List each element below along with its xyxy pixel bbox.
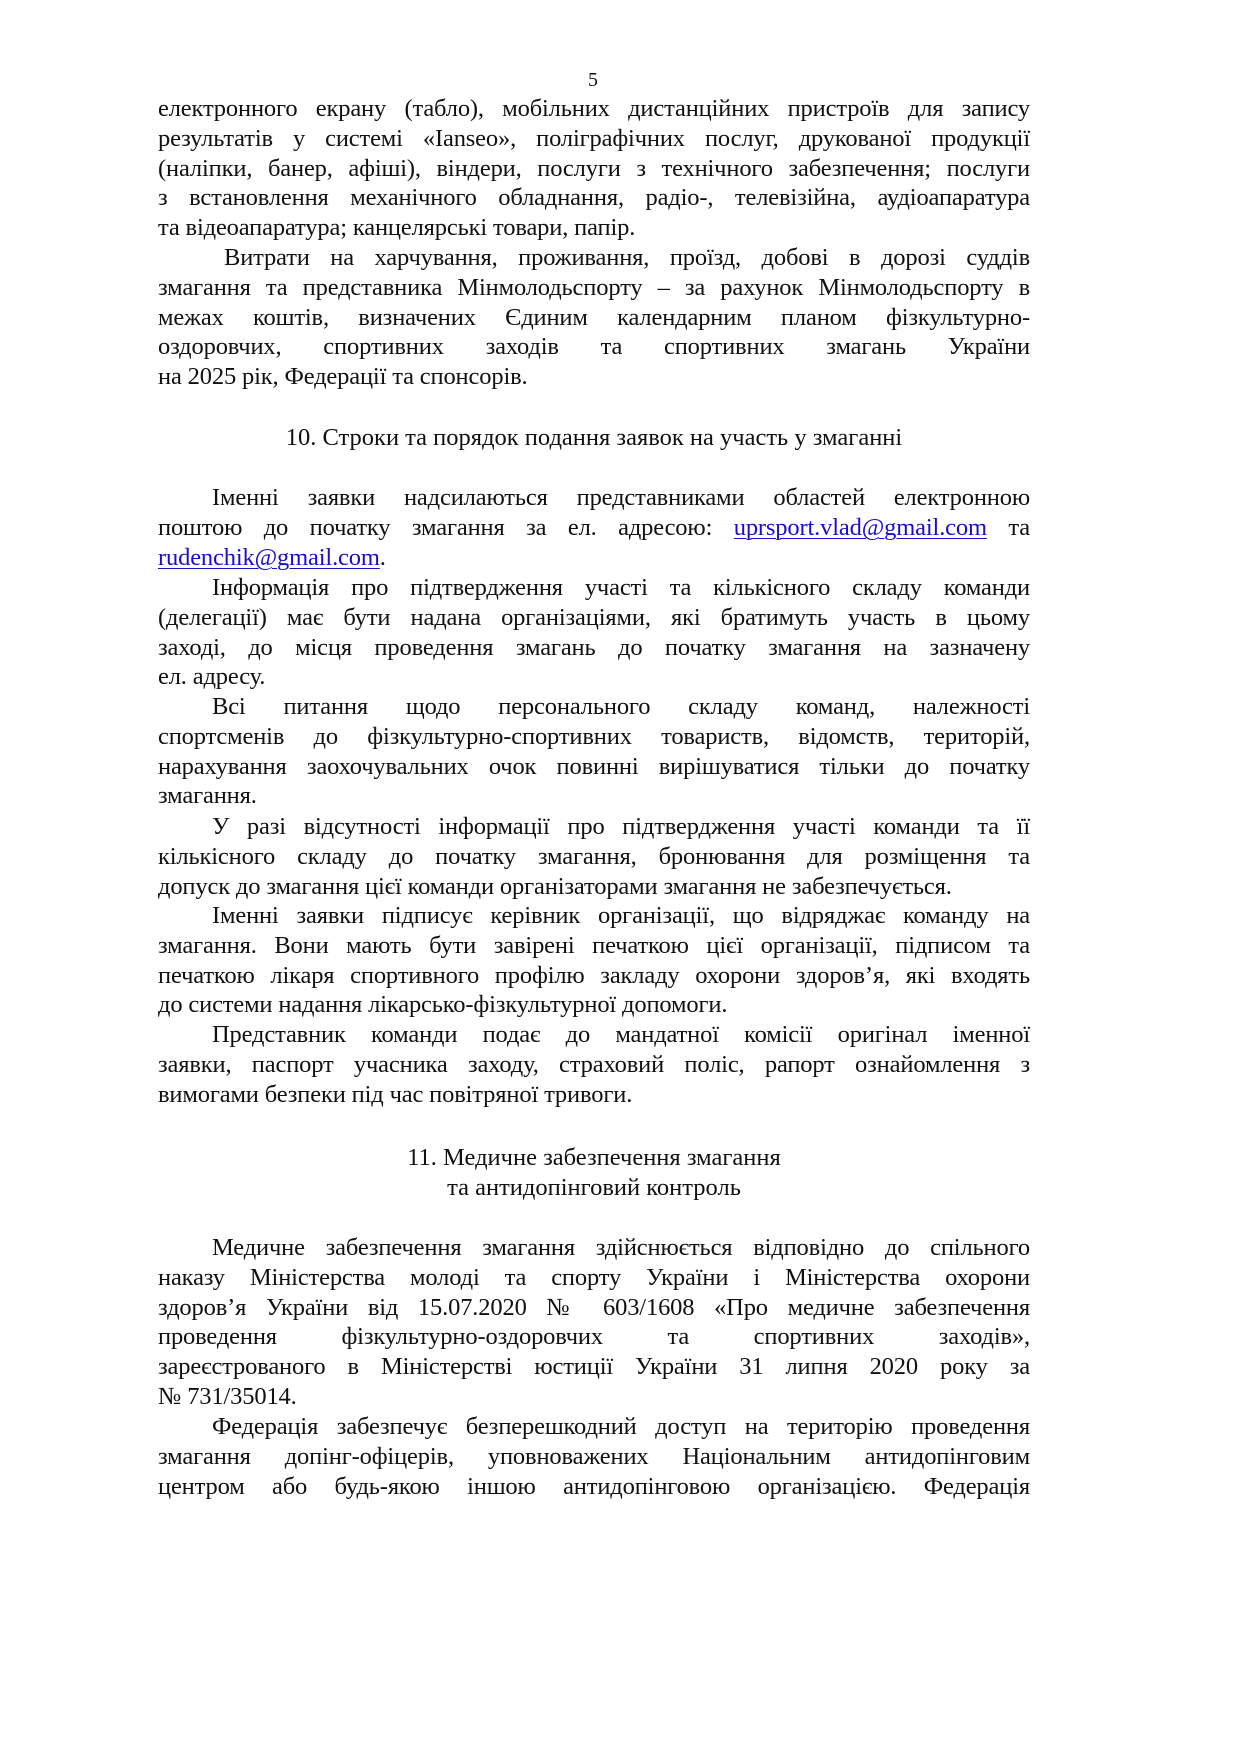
text-line: заході, до місця проведення змагань до початку змагання на зазначену [158, 633, 1030, 661]
text-line: Інформація про підтвердження участі та кількісного складу команди [212, 574, 1030, 601]
text-line-with-email [158, 513, 1030, 543]
section-10-heading-block [158, 423, 1030, 453]
section-11-paragraph-2 [158, 1412, 1030, 1501]
text-line: наказу Міністерства молоді та спорту України і Міністерства охорони [158, 1263, 1030, 1291]
text-line: Витрати на харчування, проживання, проїзд, добові в дорозі суддів [224, 244, 1030, 271]
text-line: до системи надання лікарсько-фізкультурної допомоги. [158, 991, 728, 1019]
section-11-heading-block [158, 1143, 1030, 1203]
text-line: № 731/35014. [158, 1382, 297, 1410]
text-line: допуск до змагання цієї команди організаторами змагання не забезпечується. [158, 872, 952, 900]
intro-paragraph-2 [158, 243, 1030, 392]
text-line: змагання. [158, 782, 257, 810]
text-line: та відеоапаратура; канцелярські товари, папір. [158, 214, 636, 242]
text-line: межах коштів, визначених Єдиним календарним планом фізкультурно- [158, 303, 1030, 331]
text-line: Представник команди подає до мандатної комісії оригінал іменної [212, 1021, 1030, 1048]
page-number: 5 [588, 69, 598, 91]
text-line: результатів у системі «Ianseo», поліграфічних послуг, друкованої продукції [158, 124, 1030, 152]
text-line-with-email [158, 543, 1030, 573]
section-11-paragraph-1 [158, 1233, 1030, 1412]
section-10-paragraph-3 [158, 692, 1030, 811]
section-10-paragraph-4 [158, 812, 1030, 901]
email-link-rudenchik[interactable]: rudenchik@gmail.com [158, 543, 380, 571]
text-line: (наліпки, банер, афіші), віндери, послуги з технічного забезпечення; послуги [158, 154, 1030, 182]
text-line: з встановлення механічного обладнання, радіо-, телевізійна, аудіоапаратура [158, 184, 1030, 212]
text-line: У разі відсутності інформації про підтвердження участі команди та її [212, 813, 1030, 840]
text-segment: . [379, 543, 386, 571]
intro-paragraph-1 [158, 94, 1030, 243]
section-11-heading-line-1: 11. Медичне забезпечення змагання [407, 1144, 781, 1171]
text-line: спортсменів до фізкультурно-спортивних товариств, відомств, територій, [158, 722, 1030, 750]
text-segment: та [1008, 513, 1030, 541]
section-10-paragraph-5 [158, 901, 1030, 1020]
text-line: проведення фізкультурно-оздоровчих та спортивних заходів», [158, 1323, 1030, 1351]
text-line: змагання. Вони мають бути завірені печаткою цієї організації, підписом та [158, 931, 1030, 959]
text-line: центром або будь-якою іншою антидопінговою організацією. Федерація [158, 1472, 1030, 1500]
text-line: кількісного складу до початку змагання, бронювання для розміщення та [158, 842, 1030, 870]
text-line: електронного екрану (табло), мобільних дистанційних пристроїв для запису [158, 95, 1030, 122]
text-segment: поштою до початку змагання за ел. адресою: [158, 513, 713, 541]
text-line: заявки, паспорт учасника заходу, страховий поліс, рапорт ознайомлення з [158, 1050, 1030, 1078]
text-line: змагання допінг-офіцерів, уповноважених Національним антидопінговим [158, 1442, 1030, 1470]
text-line: змагання та представника Мінмолодьспорту – за рахунок Мінмолодьспорту в [158, 273, 1030, 301]
text-line: Всі питання щодо персонального складу команд, належності [212, 693, 1030, 720]
text-line: Іменні заявки надсилаються представниками областей електронною [212, 484, 1030, 511]
text-line: на 2025 рік, Федерації та спонсорів. [158, 363, 528, 391]
text-line: Іменні заявки підписує керівник організації, що відряджає команду на [212, 902, 1030, 929]
section-10-heading: 10. Строки та порядок подання заявок на участь у змаганні [285, 424, 903, 451]
text-line: Медичне забезпечення змагання здійснюється відповідно до спільного [212, 1234, 1030, 1261]
section-11-heading-line-2: та антидопінговий контроль [447, 1174, 741, 1201]
text-line: Федерація забезпечує безперешкодний доступ на територію проведення [212, 1413, 1030, 1440]
text-line: печаткою лікаря спортивного профілю закладу охорони здоров’я, які входять [158, 961, 1030, 989]
text-line: оздоровчих, спортивних заходів та спортивних змагань України [158, 333, 1030, 361]
text-line: (делегації) має бути надана організаціями, які братимуть участь в цьому [158, 603, 1030, 631]
email-link-uprsport[interactable]: uprsport.vlad@gmail.com [733, 513, 987, 541]
text-line: зареєстрованого в Міністерстві юстиції України 31 липня 2020 року за [158, 1353, 1030, 1381]
text-line: нарахування заохочувальних очок повинні вирішуватися тільки до початку [158, 752, 1030, 780]
section-10-paragraph-2 [158, 573, 1030, 692]
text-line: здоров’я України від 15.07.2020 № 603/1608 «Про медичне забезпечення [158, 1293, 1030, 1321]
section-10-paragraph-1 [158, 483, 1030, 572]
section-10-paragraph-6 [158, 1020, 1030, 1109]
text-line: вимогами безпеки під час повітряної тривоги. [158, 1080, 633, 1108]
text-line: ел. адресу. [158, 663, 266, 691]
